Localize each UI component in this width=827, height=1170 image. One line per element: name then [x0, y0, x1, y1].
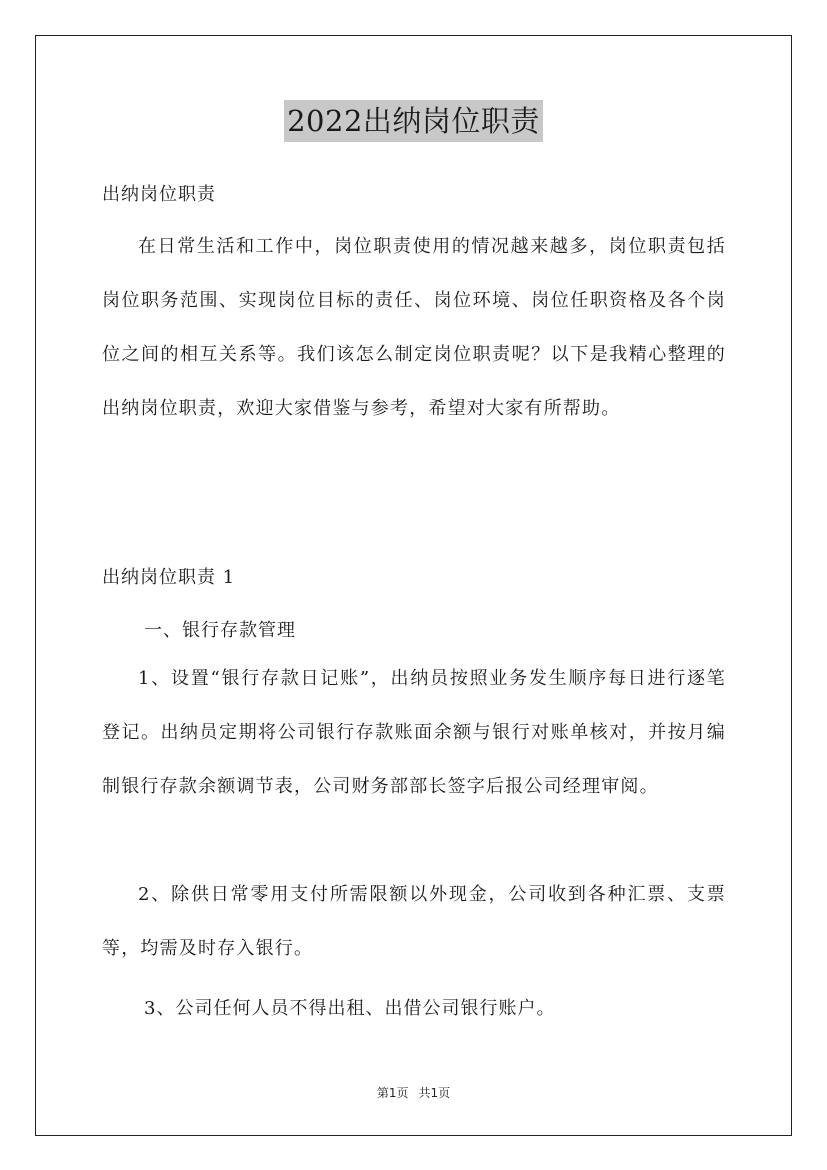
section-heading: 出纳岗位职责 1	[102, 567, 236, 588]
item-paragraph-1: 1、设置“银行存款日记账”，出纳员按照业务发生顺序每日进行逐笔登记。出纳员定期将公司银行存款账面余额与银行对账单核对，并按月编制银行存款余额调节表，公司财务部部长签字后报公司经理审阅。	[102, 668, 726, 797]
subsection-heading: 一、银行存款管理	[144, 620, 296, 641]
item-paragraph-2: 2、除供日常零用支付所需限额以外现金，公司收到各种汇票、支票等，均需及时存入银行。	[102, 884, 726, 959]
item-paragraph-3: 3、公司任何人员不得出租、出借公司银行账户。	[144, 998, 556, 1019]
page-footer	[0, 1084, 827, 1101]
intro-paragraph: 在日常生活和工作中，岗位职责使用的情况越来越多，岗位职责包括岗位职务范围、实现岗位目标的责任、岗位环境、岗位任职资格及各个岗位之间的相互关系等。我们该怎么制定岗位职责呢？以下是我精心整理的出纳岗位职责，欢迎大家借鉴与参考，希望对大家有所帮助。	[102, 236, 726, 419]
title-container	[0, 100, 827, 142]
page-number: 第1页	[376, 1086, 409, 1100]
page-total: 共1页	[418, 1086, 451, 1100]
intro-heading: 出纳岗位职责	[102, 184, 216, 205]
document-title: 2022出纳岗位职责	[284, 100, 543, 142]
